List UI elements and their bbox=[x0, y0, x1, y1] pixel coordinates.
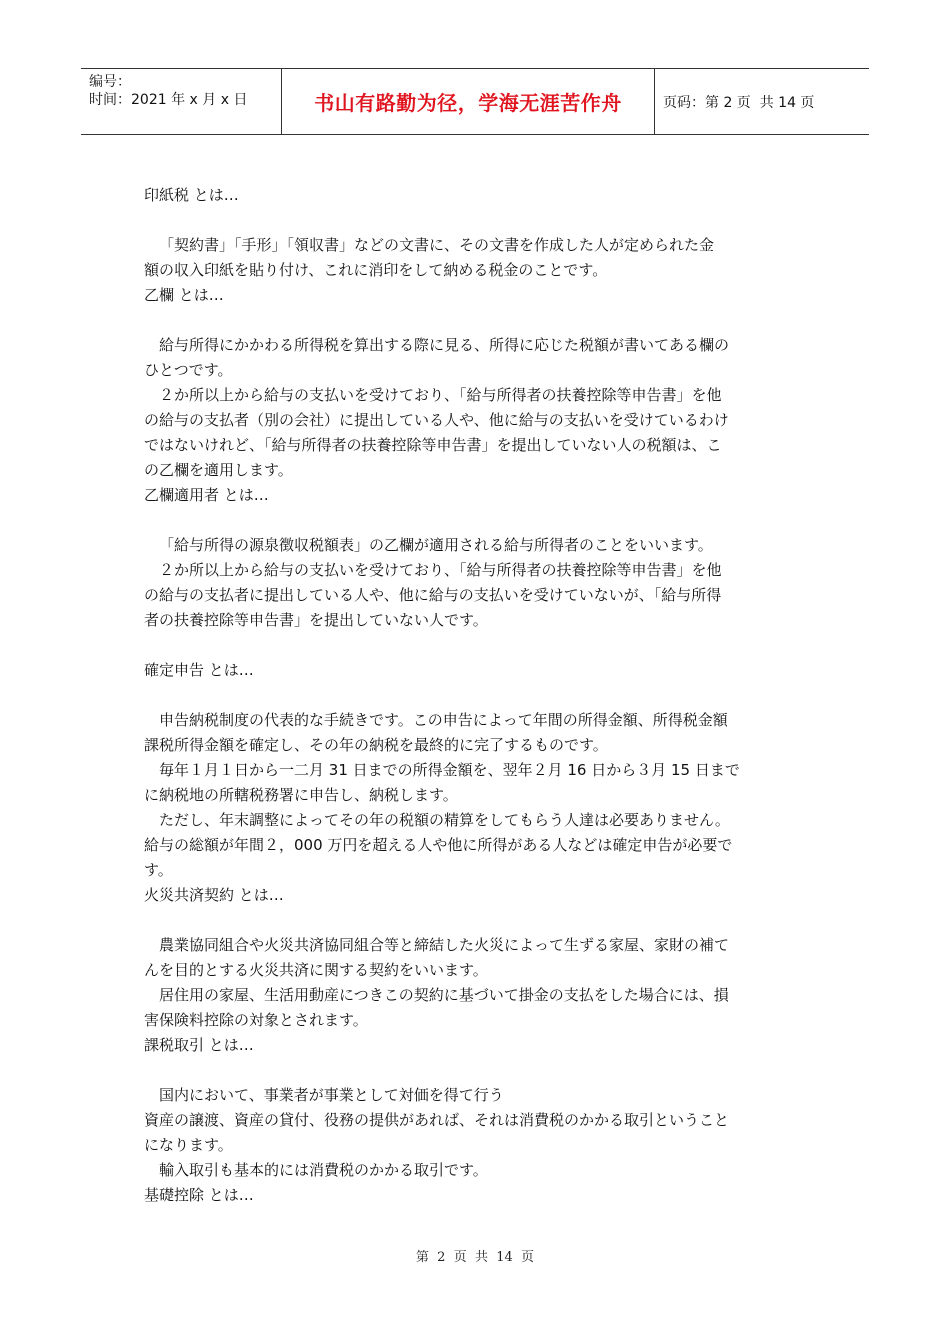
body-line: ２か所以上から給与の支払いを受けており、「給与所得者の扶養控除等申告書」を他 bbox=[159, 561, 722, 579]
body-line: の乙欄を適用します。 bbox=[144, 461, 293, 479]
body-line: 額の収入印紙を貼り付け、これに消印をして納める税金のことです。 bbox=[144, 261, 608, 279]
blank-line bbox=[144, 683, 808, 708]
body-line: 「給与所得の源泉徴収税額表」の乙欄が適用される給与所得者のことをいいます。 bbox=[159, 536, 713, 554]
body-line: 居住用の家屋、生活用動産につきこの契約に基づいて掛金の支払をした場合には、損 bbox=[159, 986, 729, 1004]
body-line: 農業協同組合や火災共済協同組合等と締結した火災によって生ずる家屋、家財の補て bbox=[159, 936, 730, 954]
blank-line bbox=[144, 633, 808, 658]
term-heading: 課税取引 とは… bbox=[144, 1036, 254, 1054]
header-page-info: 页码：第 2 页 共 14 页 bbox=[663, 94, 815, 111]
body-line: 資産の譲渡、資産の貸付、役務の提供があれば、それは消費税のかかる取引ということ bbox=[144, 1111, 730, 1129]
document-body bbox=[144, 183, 808, 1208]
body-line: 者の扶養控除等申告書」を提出していない人です。 bbox=[144, 611, 488, 629]
term-heading: 乙欄適用者 とは… bbox=[144, 486, 269, 504]
body-line: の給与の支払者（別の会社）に提出している人や、他に給与の支払いを受けているわけ bbox=[144, 411, 729, 429]
term-heading: 印紙税 とは… bbox=[144, 186, 239, 204]
header-motto: 书山有路勤为径，学海无涯苦作舟 bbox=[282, 69, 655, 134]
page-footer: 第 2 页 共 14 页 bbox=[415, 1250, 535, 1265]
blank-line bbox=[144, 308, 808, 333]
header-meta bbox=[81, 69, 282, 134]
body-line: 課税所得金額を確定し、その年の納税を最終的に完了するものです。 bbox=[144, 736, 608, 754]
term-heading: 乙欄 とは… bbox=[144, 286, 224, 304]
blank-line bbox=[144, 208, 808, 233]
body-line: 国内において、事業者が事業として対価を得て行う bbox=[159, 1086, 504, 1104]
blank-line bbox=[144, 1058, 808, 1083]
term-heading: 火災共済契約 とは… bbox=[144, 886, 284, 904]
document-date: 时间：2021 年 x 月 x 日 bbox=[89, 92, 248, 108]
body-line: 毎年１月１日から一二月 31 日までの所得金額を、翌年２月 16 日から３月 15 日まで bbox=[159, 761, 740, 779]
body-line: 申告納税制度の代表的な手続きです。この申告によって年間の所得金額、所得税金額 bbox=[159, 711, 728, 729]
body-line: 「契約書」「手形」「領収書」などの文書に、その文書を作成した人が定められた金 bbox=[159, 236, 715, 254]
document-number-label: 编号： bbox=[89, 74, 131, 90]
body-line: の給与の支払者に提出している人や、他に給与の支払いを受けていないが、「給与所得 bbox=[144, 586, 722, 604]
body-line: ２か所以上から給与の支払いを受けており、「給与所得者の扶養控除等申告書」を他 bbox=[159, 386, 722, 404]
body-line: んを目的とする火災共済に関する契約をいいます。 bbox=[144, 961, 488, 979]
term-heading: 基礎控除 とは… bbox=[144, 1186, 254, 1204]
body-line: ひとつです。 bbox=[144, 361, 233, 379]
body-line: ではないけれど、「給与所得者の扶養控除等申告書」を提出していない人の税額は、こ bbox=[144, 436, 722, 454]
blank-line bbox=[144, 508, 808, 533]
document-header bbox=[81, 68, 869, 135]
body-line: 輸入取引も基本的には消費税のかかる取引です。 bbox=[159, 1161, 488, 1179]
body-line: 害保険料控除の対象とされます。 bbox=[144, 1011, 368, 1029]
body-line: になります。 bbox=[144, 1136, 233, 1154]
blank-line bbox=[144, 908, 808, 933]
body-line: 給与所得にかかわる所得税を算出する際に見る、所得に応じた税額が書いてある欄の bbox=[159, 336, 730, 354]
body-line: ただし、年末調整によってその年の税額の精算をしてもらう人達は必要ありません。 bbox=[159, 811, 730, 829]
body-line: に納税地の所轄税務署に申告し、納税します。 bbox=[144, 786, 458, 804]
body-line: 給与の総額が年間２，000 万円を超える人や他に所得がある人などは確定申告が必要で bbox=[144, 836, 733, 854]
body-line: す。 bbox=[144, 861, 173, 879]
term-heading: 確定申告 とは… bbox=[144, 661, 254, 679]
